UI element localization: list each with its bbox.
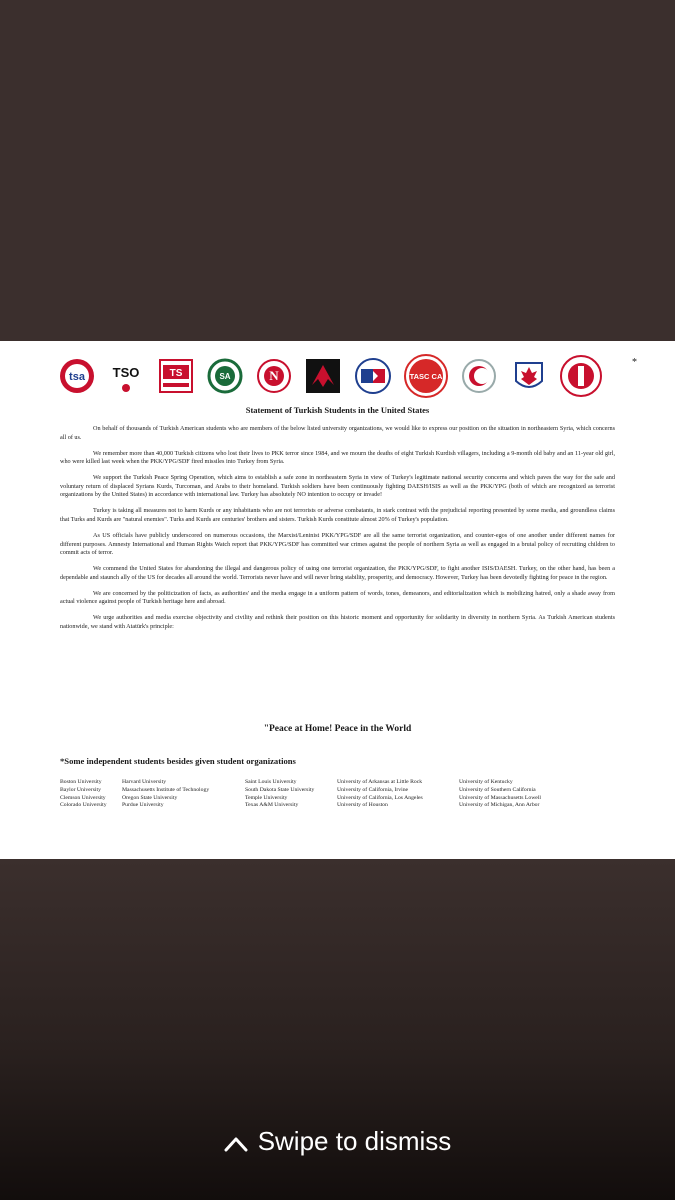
logo-wings-icon — [304, 357, 342, 395]
university-name: University of Massachusetts Lowell — [459, 794, 541, 801]
svg-text:TS: TS — [169, 368, 182, 379]
independent-students-heading: *Some independent students besides given student organizations — [60, 756, 296, 766]
svg-text:N: N — [269, 368, 279, 383]
svg-text:TSO: TSO — [112, 365, 140, 380]
university-name: Oregon State University — [122, 794, 178, 801]
university-name: University of California, Los Angeles — [337, 794, 423, 801]
paragraph: On behalf of thousands of Turkish American students who are members of the below listed university organizations, we would like to express our position on the situation in northeastern Syria, which concerns all of us. — [60, 425, 615, 441]
university-name: Massachusetts Institute of Technology — [122, 786, 210, 793]
document-title: Statement of Turkish Students in the United States — [245, 405, 430, 415]
university-name: Harvard University — [122, 779, 167, 785]
paragraph: We support the Turkish Peace Spring Operation, which aims to establish a safe zone in northeastern Syria in view of Turkey's legitimate national security concerns and which paves the way for the safe and voluntary return of displaced Syrians Kurds, Turcoman, and Arabs to their homeland. Turkish soldiers have been continuously fighting DAESH/ISIS as well as the PKK/YPG (both of which are recognized as terrorist organizations by the United States) in accordance with international law. Turkey has absolutely NO intention to occupy or invade! — [60, 474, 615, 499]
university-name: South Dakota State University — [245, 786, 315, 793]
dismiss-label: Swipe to dismiss — [257, 1126, 452, 1156]
university-name: Clemson University — [60, 794, 106, 801]
university-column — [60, 779, 107, 810]
footnote-asterisk: * — [632, 357, 637, 368]
logo-round — [559, 354, 603, 398]
university-name: University of Michigan, Ann Arbor — [459, 802, 540, 809]
university-name: Temple University — [245, 794, 288, 801]
chevron-up-icon — [224, 1128, 248, 1159]
paragraph: Turkey is taking all measures not to harm Kurds or any inhabitants who are not terrorists or adverse combatants, in stark contrast with the prejudicial reporting presented by some media, and groundless claims that Turks and Kurds are "natural enemies". Turks and Kurds are centuries' brothers and sisters. Turkish Kurds constitute almost 20% of Turkey's population. — [60, 507, 615, 523]
university-name: Saint Louis University — [245, 779, 297, 785]
logo-tasa-icon — [354, 357, 392, 395]
paragraph: As US officials have publicly underscored on numerous occasions, the Marxist/Leninist PKK/YPG/SDF are all the same terrorist organization, and counter-egos of one another under different names for different purposes. Amnesty International and Human Rights Watch report that PKK/YPG/SDF has committed war crimes against the people of northern Syria as well as engaged in a brutal policy of recruiting children to commit acts of terror. — [60, 531, 615, 557]
university-name: Boston University — [60, 779, 102, 785]
logo-sa — [206, 357, 244, 395]
paragraph: We are concerned by the politicization of facts, as authorities' and the media engage in a uniform pattern of words, tones, demeanors, and editorialization which is mobilizing hatred, only a shade away from actual violence against people of Turkish heritage here and abroad. — [60, 589, 615, 606]
logo-crescent-icon — [460, 357, 498, 395]
statement-body — [60, 425, 615, 639]
paragraph: We urge authorities and media exercise objectivity and civility and rethink their position on this historic moment and opportunity for solidarity in diversity in northern Syria. As Turkish American students nationwide, we stand with Atatürk's principle: — [60, 614, 615, 630]
logo-sa-icon — [206, 357, 244, 395]
university-name: University of Kentucky — [459, 779, 513, 785]
logo-n — [255, 357, 293, 395]
logo-maple — [510, 357, 548, 395]
paragraph: We commend the United States for abandoning the illegal and dangerous policy of using one terrorist organization, the PKK/YPG/SDF, to fight another ISIS/DAESH. Turkey, on the other hand, has been a dependable and staunch ally of the US for decades all around the world. Terrorists never have and will never bring stability, prosperity, and democracy. However, Turkey has been devotedly fighting for peace in the region. — [60, 565, 615, 581]
ataturk-quote: "Peace at Home! Peace in the World — [263, 724, 412, 734]
university-column — [122, 779, 209, 810]
logo-n-icon — [255, 357, 293, 395]
logo-maple-icon — [510, 357, 548, 395]
logo-tso-icon — [107, 357, 145, 395]
university-column — [245, 779, 314, 810]
logo-tsa-icon — [58, 357, 96, 395]
logo-tso — [107, 357, 145, 395]
university-name: Colorado University — [60, 802, 107, 809]
university-name: Texas A&M University — [245, 802, 299, 809]
svg-text:TASC CA: TASC CA — [409, 372, 443, 381]
paragraph: We remember more than 40,000 Turkish citizens who lost their lives to PKK terror since 1984, and we mourn the deaths of eight Turkish Kurdish villagers, including a 9-month old baby and an 11-year old girl, who were killed last week when the PKK/YPG/SDF fired missiles into Turkey from Syria. — [60, 449, 615, 466]
logo-tasc-ca-icon — [403, 353, 449, 399]
university-column — [459, 779, 541, 810]
logo-crescent — [460, 357, 498, 395]
logo-tasc-ca — [403, 353, 449, 399]
university-list — [60, 779, 620, 819]
logo-row — [58, 353, 603, 399]
logo-tsa — [58, 357, 96, 395]
university-name: University of Arkansas at Little Rock — [337, 779, 423, 785]
logo-round-icon — [559, 354, 603, 398]
university-column — [337, 779, 423, 810]
university-name: University of Southern California — [459, 786, 536, 793]
university-name: Baylor University — [60, 786, 101, 793]
document-image[interactable] — [0, 341, 675, 859]
logo-ts — [157, 357, 195, 395]
university-name: University of California, Irvine — [337, 786, 409, 793]
swipe-to-dismiss[interactable] — [0, 1126, 675, 1159]
svg-text:SA: SA — [219, 372, 231, 381]
svg-text:tsa: tsa — [69, 371, 85, 383]
logo-ts-icon — [157, 357, 195, 395]
logo-tasa — [354, 357, 392, 395]
university-name: University of Houston — [337, 802, 388, 809]
logo-wings — [304, 357, 342, 395]
university-name: Purdue University — [122, 802, 164, 809]
